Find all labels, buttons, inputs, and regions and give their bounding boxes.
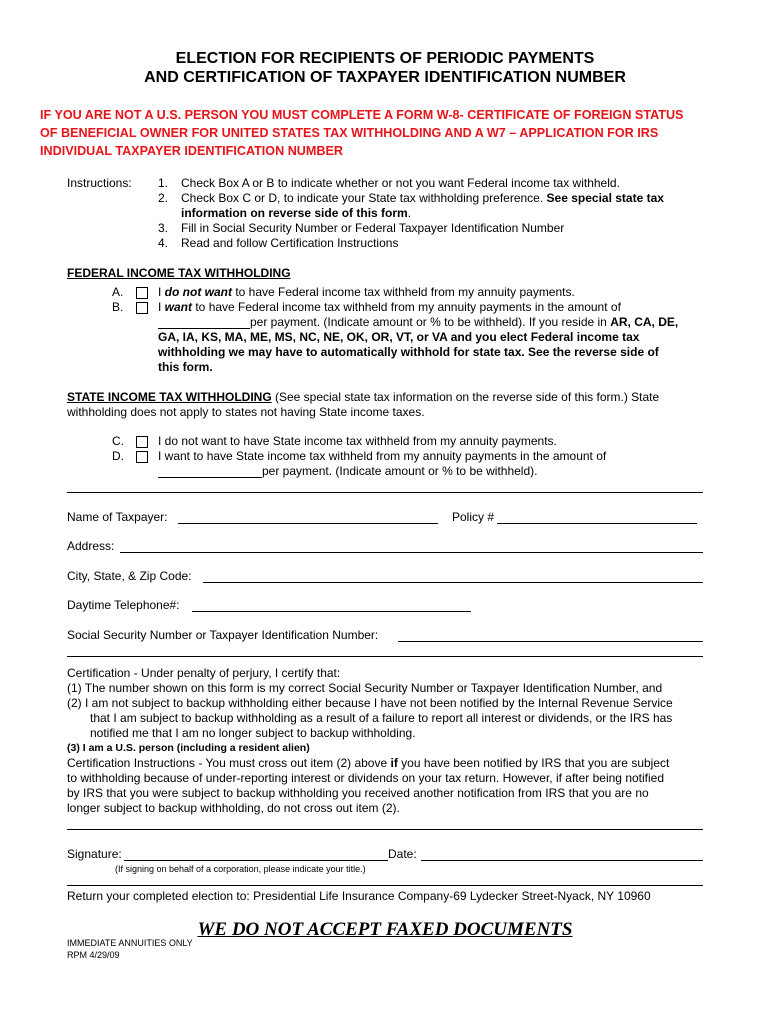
daytime-phone-label: Daytime Telephone#: <box>67 598 180 612</box>
form-title-line2: AND CERTIFICATION OF TAXPAYER IDENTIFICATION NUMBER <box>144 69 626 86</box>
option-b-line2-states: AR, CA, DE, <box>610 315 679 329</box>
signature-note: (If signing on behalf of a corporation, please indicate your title.) <box>115 864 366 874</box>
certification-item-1: (1) The number shown on this form is my correct Social Security Number or Taxpayer Identification Number, and <box>67 681 663 695</box>
federal-withholding-heading: FEDERAL INCOME TAX WITHHOLDING <box>67 266 291 280</box>
daytime-phone-field[interactable] <box>192 599 471 612</box>
option-b-line5: this form. <box>158 360 213 374</box>
state-withholding-heading-note: (See special state tax information on the reverse side of this form.) State <box>271 390 660 404</box>
address-field[interactable] <box>120 540 703 553</box>
instructions-label: Instructions: <box>67 176 132 190</box>
option-a-letter: A. <box>112 285 124 299</box>
option-a-emphasis: do not want <box>164 285 232 299</box>
instruction-item-4: Read and follow Certification Instructions <box>181 236 399 250</box>
federal-amount-field[interactable] <box>158 316 250 329</box>
option-b-checkbox[interactable] <box>136 302 148 314</box>
date-field[interactable] <box>421 848 703 861</box>
cert-instr-post: you have been notified by IRS that you are subject <box>397 756 670 770</box>
option-b-post: to have Federal income tax withheld from my annuity payments in the amount of <box>192 300 621 314</box>
instruction-item-2-cont-bold: information on reverse side of this form <box>181 206 408 220</box>
instruction-item-3: Fill in Social Security Number or Federal Taxpayer Identification Number <box>181 221 565 235</box>
instruction-number: 3. <box>158 221 169 235</box>
certification-intro: Certification - Under penalty of perjury, I certify that: <box>67 666 341 680</box>
option-b-emphasis: want <box>164 300 193 314</box>
certification-item-3: (3) I am a U.S. person (including a resident alien) <box>67 742 310 754</box>
policy-label: Policy # <box>452 510 495 524</box>
option-c-text: I do not want to have State income tax withheld from my annuity payments. <box>158 434 557 448</box>
certification-instructions-line4: longer subject to backup withholding, do not cross out item (2). <box>67 801 400 815</box>
option-d-text: I want to have State income tax withheld from my annuity payments in the amount of <box>158 449 607 463</box>
footer-line1: IMMEDIATE ANNUITIES ONLY <box>67 938 193 948</box>
foreign-status-warning-line1: IF YOU ARE NOT A U.S. PERSON YOU MUST COMPLETE A FORM W-8- CERTIFICATE OF FOREIGN STATUS <box>40 108 684 122</box>
form-title-line1: ELECTION FOR RECIPIENTS OF PERIODIC PAYMENTS <box>175 50 595 67</box>
state-withholding-heading-row <box>67 390 659 405</box>
instruction-item-2-cont-end: . <box>407 206 412 220</box>
option-b-pre: I <box>158 300 165 314</box>
option-b-line2-text: per payment. (Indicate amount or % to be withheld). If you reside in <box>250 315 611 329</box>
instruction-item-2-bold: See special state tax <box>546 191 664 205</box>
option-a-pre: I <box>158 285 165 299</box>
return-address: Return your completed election to: Presidential Life Insurance Company-69 Lydecker Street-Nyack, NY 10960 <box>67 889 651 903</box>
foreign-status-warning-line2: OF BENEFICIAL OWNER FOR UNITED STATES TAX WITHHOLDING AND A W7 – APPLICATION FOR IRS <box>40 126 659 140</box>
signature-label: Signature: <box>67 847 122 861</box>
option-a-post: to have Federal income tax withheld from my annuity payments. <box>232 285 575 299</box>
section-divider <box>67 829 703 830</box>
instruction-item-2-text: Check Box C or D, to indicate your State tax withholding preference. <box>181 191 544 205</box>
option-d-checkbox[interactable] <box>136 451 148 463</box>
city-state-zip-field[interactable] <box>203 570 703 583</box>
option-d-line2: per payment. (Indicate amount or % to be withheld). <box>262 464 538 478</box>
certification-instructions-line1 <box>67 756 669 771</box>
instruction-number: 2. <box>158 191 169 205</box>
name-field[interactable] <box>178 511 438 524</box>
option-b-text <box>158 300 621 315</box>
certification-instructions-line2: to withholding because of under-reporting interest or dividends on your tax return. However, if after being notified <box>67 771 665 785</box>
state-withholding-note: withholding does not apply to states not having State income taxes. <box>67 405 425 419</box>
instruction-number: 4. <box>158 236 169 250</box>
state-withholding-heading: STATE INCOME TAX WITHHOLDING <box>67 390 272 404</box>
instruction-item-2-cont <box>181 206 411 221</box>
city-state-zip-label: City, State, & Zip Code: <box>67 569 192 583</box>
certification-item-2-cont: notified me that I am no longer subject to backup withholding. <box>90 726 416 740</box>
option-b-line2 <box>250 315 678 330</box>
instruction-number: 1. <box>158 176 169 190</box>
instruction-item-1: Check Box A or B to indicate whether or not you want Federal income tax withheld. <box>181 176 620 190</box>
cert-instr-pre: Certification Instructions - You must cross out item (2) above <box>67 756 391 770</box>
section-divider <box>67 492 703 493</box>
option-c-checkbox[interactable] <box>136 436 148 448</box>
no-fax-notice: WE DO NOT ACCEPT FAXED DOCUMENTS <box>197 919 573 940</box>
option-b-line3: GA, IA, KS, MA, ME, MS, NC, NE, OK, OR, VT, or VA and you elect Federal income tax <box>158 330 640 344</box>
cert-instr-bold: if <box>390 756 398 770</box>
option-b-letter: B. <box>112 300 124 314</box>
ssn-field[interactable] <box>398 629 703 642</box>
date-label: Date: <box>388 847 417 861</box>
option-a-checkbox[interactable] <box>136 287 148 299</box>
certification-item-2-cont: that I am subject to backup withholding as a result of a failure to report all interest or dividends, or the IRS has <box>90 711 673 725</box>
section-divider <box>67 656 703 657</box>
ssn-label: Social Security Number or Taxpayer Identification Number: <box>67 628 379 642</box>
instruction-item-2 <box>181 191 664 206</box>
policy-field[interactable] <box>497 511 697 524</box>
footer-line2: RPM 4/29/09 <box>67 950 120 960</box>
signature-field[interactable] <box>124 848 388 861</box>
section-divider <box>67 885 703 886</box>
address-label: Address: <box>67 539 115 553</box>
option-d-letter: D. <box>112 449 124 463</box>
state-amount-field[interactable] <box>158 465 262 478</box>
certification-item-2: (2) I am not subject to backup withholding either because I have not been notified by the Internal Revenue Service <box>67 696 673 710</box>
option-c-letter: C. <box>112 434 124 448</box>
option-a-text <box>158 285 575 300</box>
foreign-status-warning-line3: INDIVIDUAL TAXPAYER IDENTIFICATION NUMBER <box>40 144 343 158</box>
name-label: Name of Taxpayer: <box>67 510 168 524</box>
option-b-line4: withholding we may have to automatically withhold for state tax. See the reverse side of <box>158 345 659 359</box>
certification-instructions-line3: by IRS that you were subject to backup withholding you received another notification from IRS that you are no <box>67 786 649 800</box>
